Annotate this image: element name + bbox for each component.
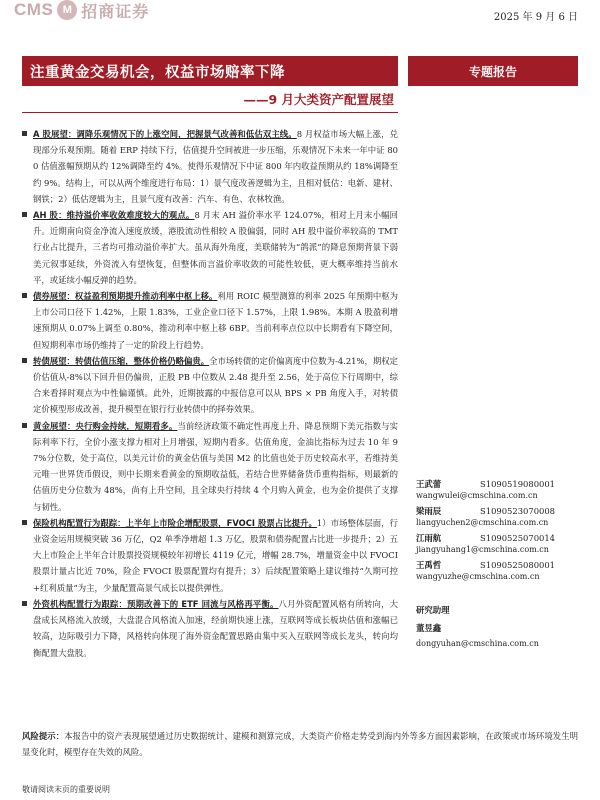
logo-mark-icon: M	[57, 0, 77, 20]
analyst-entry	[416, 532, 586, 555]
section-paragraph	[33, 515, 398, 596]
analyst-cert: S1090519080001	[480, 479, 556, 489]
analyst-cert: S1090525070014	[480, 533, 556, 543]
section-body: 全市场转债的定价偏离度中位数为-4.21%，期权定价估值从-8%以下回升但仍偏贵，正股 PB 中位数从 2.48 提升至 2.56，处于高位下行周期中，综合来看择时观点为中性偏谨慎。此外，近期披露的中报信息可以从 BPS × PB 角度入手，对转债定价模型形成改善，提升模型在银行行业转债中的择券效果。	[33, 355, 398, 415]
section-paragraph	[33, 353, 398, 418]
analyst-email[interactable]: wangwulei@cmschina.com.cn	[416, 491, 538, 500]
assistant-heading: 研究助理	[416, 605, 450, 615]
analyst-name: 王武蕾	[416, 479, 442, 489]
section-body: 8 月末 AH 溢价率水平 124.07%，相对上月末小幅回升。近期南向资金净流入速度放缓，港股流动性相较 A 股偏弱，同时 AH 股中溢价率较高的 TMT 行业占比提升，三者均可推动溢价率扩大。虽从海外角度，美联储转为“鸽派”的降息预期背景下弱美元叙事延续，外资流入有望恢复，但整体而言溢价率收敛的可能性较低，更大概率维持当前水平，或延续小幅反弹的趋势。	[33, 210, 399, 285]
section-paragraph	[33, 596, 398, 661]
section-lead: 债券展望：权益盈利预期提升推动利率中枢上移。	[33, 291, 218, 302]
section-lead: AH 股：维持溢价率收敛难度较大的观点。	[33, 210, 195, 221]
bullet-icon	[22, 131, 27, 136]
report-subtitle: ——9 月大类资产配置展望	[243, 92, 394, 107]
report-title: 注重黄金交易机会，权益市场赔率下降	[30, 64, 285, 81]
analyst-cert: S1090523070008	[480, 506, 556, 516]
section-lead: 保险机构配置行为跟踪：上半年上市险企增配股票，FVOCI 股票占比提升。	[33, 517, 317, 528]
section-lead: 转债展望：转债估值压缩，整体价格仍略偏贵。	[33, 355, 210, 366]
analyst-cert: S1090525080001	[480, 560, 556, 570]
logo-cms-text: CMS	[14, 0, 54, 19]
section-a-share	[22, 126, 398, 207]
analyst-email[interactable]: wangyuzhe@cmschina.com.cn	[416, 572, 540, 581]
section-foreign	[22, 596, 398, 661]
section-body: 8 月权益市场大幅上涨，兑现部分乐观预期。随着 ERP 持续下行，估值提升空间被进一步压缩，乐观情况下未来一年中证 800 估值涨幅预期从约 12%调降至约 4%。使得乐观情况下中证 800 年内收益预期从约 18%调降至约 9%。结构上，可以从两个维度进行布局：1）景气度改善逻辑为主，且相对低估：电新、建材、钢铁；2）低估逻辑为主，且景气度有改善：汽车、有色、农林牧渔。	[33, 129, 398, 204]
section-body: 1）市场整体层面，行业资金运用规模突破 36 万亿，Q2 单季净增超 1.3 万亿，股票和债券配置占比进一步提升；2）五大上市险企上半年合计股票投资规模较年初增长 4119 亿元，增幅 28.7%，增量资金中以 FVOCI 股票计量占比近 70%，险企 FVOCI 股票配置均有提升；3）后续配置策略上建议维持“久期可控+红利质量”为主，少量配置高景气成长以提供弹性。	[33, 517, 399, 593]
risk-lead: 风险提示：	[22, 731, 65, 741]
risk-body: 本报告中的资产表现展望通过历史数据统计、建模和测算完成，大类资产价格走势受到海内外等多方面因素影响，在政策或市场环境发生明显变化时，模型存在失效的风险。	[22, 731, 578, 758]
section-body: 当前经济政策不确定性再度上升、降息预期下美元指数与实际利率下行，全价小涨支撑力相对上月增强，短期内看多。估值角度，金油比指标为过去 10 年 97%分位数，处于高位，以美元计价的黄金估值与美国 M2 的比值也处于历史较高水平，若维持美元唯一世界货币假设，则中长期来看黄金的预期收益低，若结合世界储备货币重构指标，则最新的估值历史分位数为 48%，尚有上升空间，且全球央行持续 4 个月购入黄金，也为金价提供了支撑与韧性。	[33, 420, 399, 512]
analyst-sidebar	[416, 478, 586, 649]
bullet-icon	[22, 293, 27, 298]
risk-warning	[22, 728, 578, 760]
logo-chinese-name: 招商证券	[81, 1, 150, 21]
assistant-email[interactable]: dongyuhan@cmschina.com.cn	[416, 639, 539, 648]
analyst-entry	[416, 559, 586, 582]
analyst-email[interactable]: jiangyuhang1@cmschina.com.cn	[416, 545, 549, 554]
analyst-entry	[416, 505, 586, 528]
analyst-name: 江雨航	[416, 533, 442, 543]
footer-disclaimer: 敬请阅读末页的重要说明	[22, 785, 110, 794]
analyst-name: 王禹哲	[416, 560, 442, 570]
section-body: 利用 ROIC 模型测算的利率 2025 年预期中枢为上市公司口径下 1.42%，上限 1.83%，工业企业口径下 1.57%，上限 1.98%。本期 A 股盈利增速预期从 0.07%上调至 0.80%，推动利率中枢上移 6BP。当前利率点位以中长期看有下降空间，但短期利率市场仍维持了一定的阶段上行趋势。	[33, 291, 399, 350]
report-type-label: 专题报告	[468, 64, 517, 79]
section-bond	[22, 288, 398, 353]
analyst-entry	[416, 478, 586, 501]
section-body: 八月外资配置风格有所转向，大盘成长风格流入放缓，大盘混合风格流入加速，经前期快速上涨，互联网等成长板块估值和涨幅已较高，边际吸引力下降，风格转向体现了海外资金配置思路由集中买入互联网等成长龙头，转向均衡配置大盘股。	[33, 598, 399, 658]
analyst-name: 梁雨辰	[416, 506, 442, 516]
section-gold	[22, 418, 398, 515]
section-paragraph	[33, 207, 398, 288]
section-lead: 外资机构配置行为跟踪：预期改善下的 ETF 回流与风格再平衡。	[33, 598, 279, 609]
bullet-icon	[22, 212, 27, 217]
bullet-icon	[22, 358, 27, 363]
section-insurance	[22, 515, 398, 596]
title-banner	[22, 56, 398, 86]
section-paragraph	[33, 288, 398, 353]
company-logo	[14, 0, 149, 20]
report-date: 2025 年 9 月 6 日	[493, 12, 578, 23]
bullet-icon	[22, 520, 27, 525]
analyst-email[interactable]: liangyuchen2@cmschina.com.cn	[416, 518, 549, 527]
section-paragraph	[33, 126, 398, 207]
section-paragraph	[33, 418, 398, 515]
subtitle-divider	[22, 112, 398, 113]
section-lead: A 股展望：调降乐观情况下的上涨空间，把握景气改善和低估双主线。	[33, 129, 297, 139]
bullet-icon	[22, 423, 27, 428]
bullet-icon	[22, 601, 27, 606]
assistant-name: 董昱鑫	[416, 623, 442, 633]
section-lead: 黄金展望：央行购金持续，短期看多。	[33, 420, 178, 431]
section-ah-share	[22, 207, 398, 288]
main-content	[22, 126, 398, 661]
report-type-banner	[408, 56, 578, 86]
section-convertible	[22, 353, 398, 418]
